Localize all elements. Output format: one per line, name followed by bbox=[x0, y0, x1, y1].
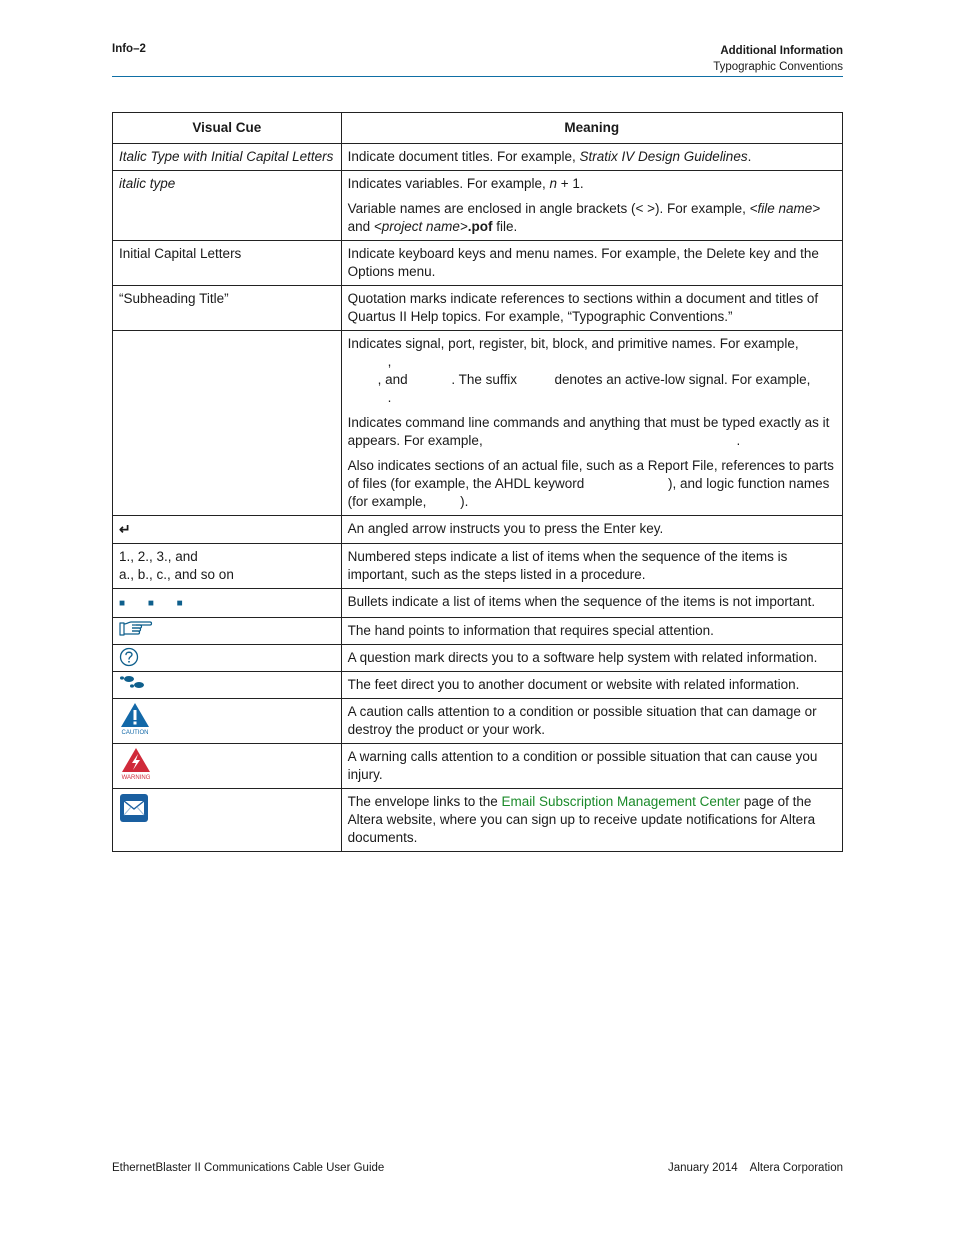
enter-arrow-icon: ↵ bbox=[119, 521, 131, 537]
table-row bbox=[113, 544, 843, 589]
cue-line: 1., 2., 3., and bbox=[119, 549, 198, 564]
meaning-text: ). bbox=[460, 494, 469, 509]
page-number: Info–2 bbox=[112, 43, 146, 55]
cue-cell: “Subheading Title” bbox=[113, 286, 342, 331]
meaning-cell: Quotation marks indicate references to sections within a document and titles of Quartus II Help topics. For example, “Typographic Conventions.” bbox=[341, 286, 842, 331]
cue-cell bbox=[113, 645, 342, 672]
table-row bbox=[113, 645, 843, 672]
meaning-cell bbox=[341, 171, 842, 241]
meaning-cell bbox=[341, 144, 842, 171]
table-row bbox=[113, 618, 843, 645]
table-header-row bbox=[113, 113, 843, 144]
cue-cell bbox=[113, 618, 342, 645]
cue-line: a., b., c., and so on bbox=[119, 567, 234, 582]
meaning-text: + 1. bbox=[556, 176, 584, 191]
cue-cell: italic type bbox=[113, 171, 342, 241]
envelope-icon bbox=[119, 793, 149, 823]
table-row bbox=[113, 241, 843, 286]
meaning-cell bbox=[341, 789, 842, 852]
hand-pointer-icon bbox=[119, 620, 153, 638]
page-header bbox=[112, 40, 843, 77]
meaning-text: ), and logic function names (for example, bbox=[347, 476, 830, 509]
cue-cell: Initial Capital Letters bbox=[113, 241, 342, 286]
meaning-text: Variable names are enclosed in angle brackets (< >). For example, bbox=[347, 201, 750, 216]
table-row bbox=[113, 171, 843, 241]
table-row bbox=[113, 516, 843, 544]
meaning-text: Indicates variables. For example, bbox=[347, 176, 550, 191]
variable-example: n bbox=[549, 176, 557, 191]
cue-cell bbox=[113, 516, 342, 544]
table-row bbox=[113, 589, 843, 618]
meaning-paragraph bbox=[348, 335, 836, 407]
meaning-text: . bbox=[387, 390, 392, 405]
warning-label: WARNING bbox=[121, 775, 151, 780]
meaning-cell bbox=[341, 331, 842, 516]
visual-cue-header: Visual Cue bbox=[113, 113, 342, 144]
table-row bbox=[113, 144, 843, 171]
meaning-cell: The hand points to information that requires special attention. bbox=[341, 618, 842, 645]
cue-cell bbox=[113, 744, 342, 789]
meaning-header: Meaning bbox=[341, 113, 842, 144]
meaning-text: and bbox=[347, 219, 374, 234]
meaning-text: . The suffix bbox=[451, 372, 521, 387]
footer-right bbox=[668, 1162, 843, 1174]
cue-cell bbox=[113, 789, 342, 852]
meaning-cell: A warning calls attention to a condition or possible situation that can cause you injury. bbox=[341, 744, 842, 789]
section-title: Additional Information bbox=[720, 45, 843, 57]
meaning-text: , and bbox=[377, 372, 412, 387]
footer-doc-title: EthernetBlaster II Communications Cable User Guide bbox=[112, 1162, 385, 1174]
bullets-icon: ■ ■ ■ bbox=[119, 598, 193, 609]
warning-icon bbox=[119, 746, 153, 780]
meaning-text: file. bbox=[492, 219, 518, 234]
meaning-cell: An angled arrow instructs you to press the Enter key. bbox=[341, 516, 842, 544]
table-row bbox=[113, 789, 843, 852]
meaning-text: . bbox=[747, 149, 752, 164]
meaning-text: denotes an active-low signal. For example, bbox=[550, 372, 811, 387]
variable-example: <project name> bbox=[373, 219, 468, 234]
meaning-text: , bbox=[387, 354, 392, 369]
header-right bbox=[713, 43, 843, 75]
question-mark-icon bbox=[119, 647, 139, 667]
meaning-cell: Numbered steps indicate a list of items when the sequence of the items is important, such as the steps listed in a procedure. bbox=[341, 544, 842, 589]
cue-cell bbox=[113, 699, 342, 744]
meaning-text: page of the Altera website, where you can sign up to receive update notifications for Altera documents. bbox=[347, 794, 816, 845]
cue-cell-empty bbox=[113, 331, 342, 516]
meaning-text: Indicates command line commands and anything that must be typed exactly as it appears. For example, bbox=[347, 415, 830, 448]
meaning-paragraph bbox=[348, 175, 836, 193]
variable-example: <file name> bbox=[749, 201, 821, 216]
meaning-paragraph bbox=[348, 414, 836, 450]
cue-cell bbox=[113, 672, 342, 699]
example-title: Stratix IV Design Guidelines bbox=[579, 149, 748, 164]
email-subscription-link[interactable]: Email Subscription Management Center bbox=[501, 794, 741, 809]
footer-company: Altera Corporation bbox=[749, 1162, 843, 1174]
meaning-cell: A question mark directs you to a software help system with related information. bbox=[341, 645, 842, 672]
table-row bbox=[113, 331, 843, 516]
cue-cell bbox=[113, 589, 342, 618]
footprints-icon bbox=[119, 674, 145, 690]
caution-icon bbox=[119, 701, 151, 735]
meaning-text: The envelope links to the bbox=[347, 794, 502, 809]
file-extension: .pof bbox=[467, 219, 493, 234]
meaning-text: Indicates signal, port, register, bit, block, and primitive names. For example, bbox=[347, 336, 799, 351]
meaning-paragraph bbox=[348, 200, 836, 236]
subsection-title: Typographic Conventions bbox=[713, 61, 843, 73]
meaning-cell: The feet direct you to another document or website with related information. bbox=[341, 672, 842, 699]
meaning-cell: A caution calls attention to a condition or possible situation that can damage or destroy the product or your work. bbox=[341, 699, 842, 744]
footer-date: January 2014 bbox=[667, 1162, 738, 1174]
meaning-text: . bbox=[736, 433, 741, 448]
cue-cell: Italic Type with Initial Capital Letters bbox=[113, 144, 342, 171]
table-row bbox=[113, 286, 843, 331]
meaning-text: Also indicates sections of an actual file, such as a Report File, references to parts of files (for example, the AHDL keyword bbox=[347, 458, 834, 491]
meaning-text: Indicate document titles. For example, bbox=[347, 149, 580, 164]
meaning-paragraph bbox=[348, 457, 836, 511]
conventions-table bbox=[112, 112, 843, 852]
table-row bbox=[113, 672, 843, 699]
header-rule bbox=[112, 76, 843, 78]
caution-label: CAUTION bbox=[121, 730, 149, 735]
table-row bbox=[113, 699, 843, 744]
meaning-cell: Bullets indicate a list of items when the sequence of the items is not important. bbox=[341, 589, 842, 618]
meaning-cell: Indicate keyboard keys and menu names. For example, the Delete key and the Options menu. bbox=[341, 241, 842, 286]
table-row bbox=[113, 744, 843, 789]
cue-cell bbox=[113, 544, 342, 589]
